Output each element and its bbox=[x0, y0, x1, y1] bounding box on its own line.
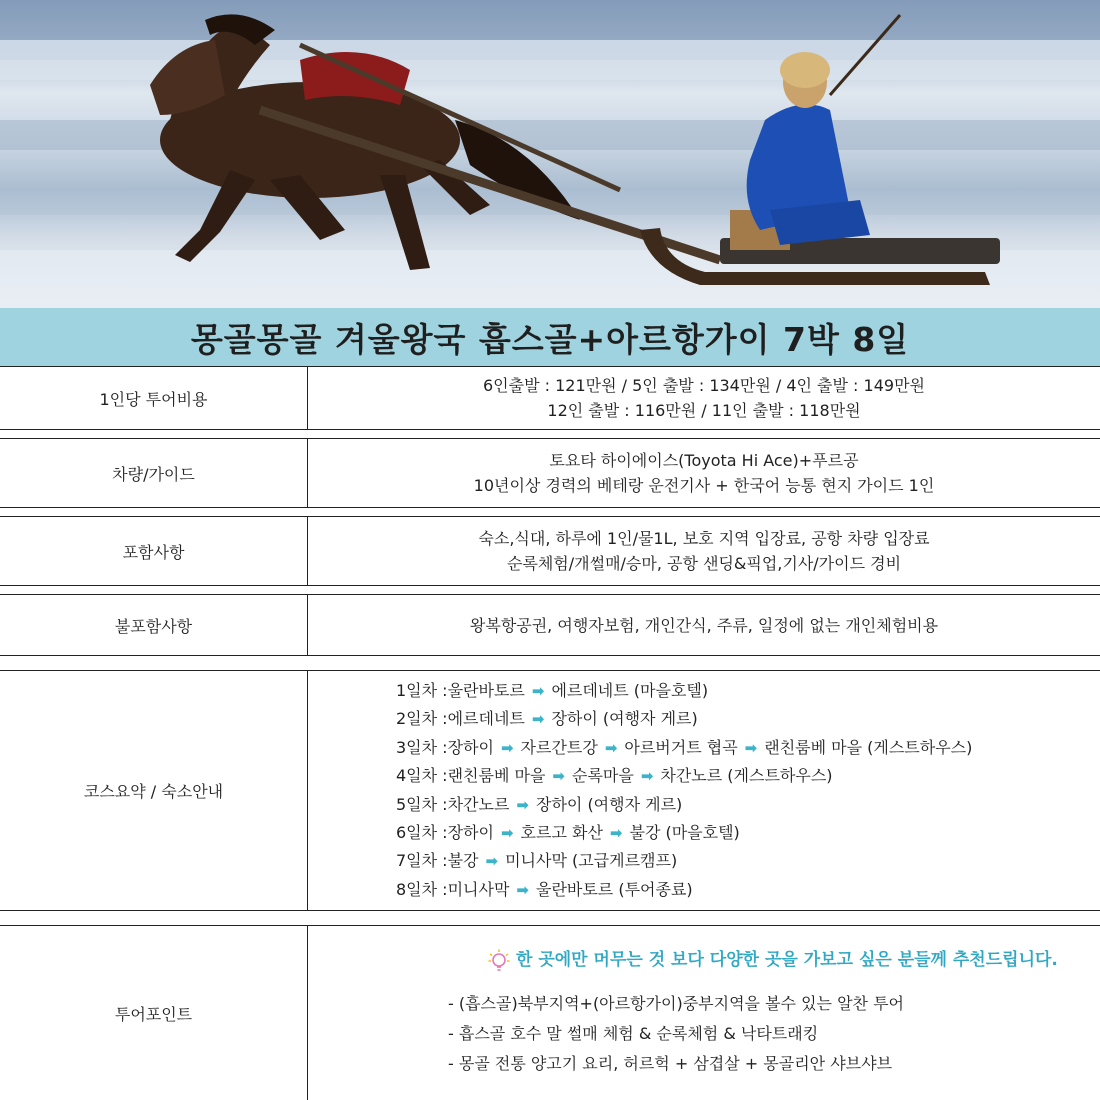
recommendation-tip bbox=[488, 948, 1058, 973]
course-stop: 차간노르 bbox=[447, 794, 510, 814]
row-value bbox=[308, 926, 1100, 1100]
course-stop: 울란바토르 bbox=[447, 680, 525, 700]
course-day-label: 3일차 : bbox=[396, 737, 448, 757]
course-day-item bbox=[396, 847, 677, 875]
course-day-label: 2일차 : bbox=[396, 709, 448, 729]
arrow-right-icon: ➡ bbox=[531, 681, 545, 700]
course-day-label: 6일차 : bbox=[396, 822, 448, 842]
course-stop: 자르간트강 bbox=[520, 737, 598, 757]
tour-point-item: - (흡스골)북부지역+(아르항가이)중부지역을 볼수 있는 알찬 투어 bbox=[448, 994, 904, 1013]
row-label: 투어포인트 bbox=[0, 926, 308, 1100]
course-list bbox=[308, 671, 1100, 910]
excluded-line-1: 왕복항공권, 여행자보험, 개인간식, 주류, 일정에 없는 개인체험비용 bbox=[469, 615, 939, 635]
included-line-2: 순록체험/개썰매/승마, 공항 샌딩&픽업,기사/가이드 경비 bbox=[506, 554, 902, 573]
title-banner bbox=[0, 308, 1100, 366]
row-label: 차량/가이드 bbox=[0, 439, 308, 507]
course-stop: 장하이 (여행자 게르) bbox=[535, 794, 683, 814]
arrow-right-icon: ➡ bbox=[516, 880, 529, 899]
row-value bbox=[308, 595, 1100, 655]
course-stop: 에르데네트 bbox=[447, 709, 525, 729]
hero-photo bbox=[0, 0, 1100, 308]
tour-point-item: - 흡스골 호수 말 썰매 체험 & 순록체험 & 낙타트래킹 bbox=[448, 1024, 819, 1043]
row-value bbox=[308, 439, 1100, 507]
row-value bbox=[308, 367, 1100, 429]
course-day-label: 8일차 : bbox=[396, 879, 448, 899]
arrow-right-icon: ➡ bbox=[485, 852, 499, 871]
course-stop: 불강 (마을호텔) bbox=[629, 822, 740, 842]
course-stop: 에르데네트 (마을호텔) bbox=[551, 680, 709, 700]
included-line-1: 숙소,식대, 하루에 1인/물1L, 보호 지역 입장료, 공항 차량 입장료 bbox=[478, 529, 930, 548]
course-stop: 장하이 bbox=[447, 822, 494, 842]
arrow-right-icon: ➡ bbox=[609, 823, 623, 842]
arrow-right-icon: ➡ bbox=[552, 767, 565, 786]
vehicle-line-1: 토요타 하이에이스(Toyota Hi Ace)+푸르공 bbox=[549, 451, 859, 470]
course-stop: 장하이 bbox=[447, 737, 494, 757]
lightbulb-icon bbox=[488, 949, 510, 973]
row-course-summary bbox=[0, 670, 1100, 911]
course-day-label: 5일차 : bbox=[396, 794, 448, 814]
course-stop: 미니사막 bbox=[447, 879, 510, 899]
course-day-item bbox=[396, 705, 698, 733]
row-value bbox=[308, 517, 1100, 585]
course-stop: 장하이 (여행자 게르) bbox=[551, 709, 698, 729]
course-stop: 순록마을 bbox=[571, 766, 634, 786]
course-day-item bbox=[396, 734, 972, 762]
arrow-right-icon: ➡ bbox=[604, 738, 618, 757]
course-day-label: 7일차 : bbox=[396, 851, 448, 871]
course-stop: 불강 bbox=[447, 851, 479, 871]
vehicle-line-2: 10년이상 경력의 베테랑 운전기사 + 한국어 능통 현지 가이드 1인 bbox=[473, 476, 935, 495]
course-stop: 미니사막 (고급게르캠프) bbox=[505, 851, 678, 871]
arrow-right-icon: ➡ bbox=[531, 710, 545, 729]
course-day-item bbox=[396, 762, 833, 790]
row-tour-cost bbox=[0, 366, 1100, 430]
course-day-label: 4일차 : bbox=[396, 766, 448, 786]
cost-line-2: 12인 출발 : 116만원 / 11인 출발 : 118만원 bbox=[547, 401, 861, 420]
course-day-item bbox=[396, 677, 708, 705]
course-day-item bbox=[396, 791, 682, 819]
page-title: 몽골몽골 겨울왕국 흡스골+아르항가이 7박 8일 bbox=[190, 319, 910, 359]
tour-point-item: - 몽골 전통 양고기 요리, 허르헉 + 삼겹살 + 몽골리안 샤브샤브 bbox=[448, 1054, 893, 1073]
row-label: 포함사항 bbox=[0, 517, 308, 585]
arrow-right-icon: ➡ bbox=[500, 738, 514, 757]
row-included bbox=[0, 516, 1100, 586]
course-stop: 랜친룸베 마을 (게스트하우스) bbox=[764, 737, 973, 757]
cost-line-1: 6인출발 : 121만원 / 5인 출발 : 134만원 / 4인 출발 : 149만원 bbox=[483, 376, 925, 395]
arrow-right-icon: ➡ bbox=[516, 795, 529, 814]
arrow-right-icon: ➡ bbox=[640, 767, 654, 786]
row-tour-points bbox=[0, 925, 1100, 1100]
course-day-label: 1일차 : bbox=[396, 680, 448, 700]
horse-sled-illustration bbox=[0, 0, 1100, 308]
course-stop: 랜친룸베 마을 bbox=[447, 766, 546, 786]
arrow-right-icon: ➡ bbox=[744, 738, 758, 757]
course-day-item bbox=[396, 876, 693, 904]
row-label: 코스요약 / 숙소안내 bbox=[0, 671, 308, 910]
arrow-right-icon: ➡ bbox=[500, 823, 514, 842]
tip-text: 한 곳에만 머무는 것 보다 다양한 곳을 가보고 싶은 분들께 추천드립니다. bbox=[516, 950, 1058, 970]
course-day-item bbox=[396, 819, 740, 847]
course-stop: 호르고 화산 bbox=[520, 822, 603, 842]
course-stop: 차간노르 (게스트하우스) bbox=[660, 766, 833, 786]
row-label: 1인당 투어비용 bbox=[0, 367, 308, 429]
row-label: 불포함사항 bbox=[0, 595, 308, 655]
course-stop: 아르버거트 협곡 bbox=[624, 737, 738, 757]
row-vehicle-guide bbox=[0, 438, 1100, 508]
course-stop: 울란바토르 (투어종료) bbox=[535, 879, 693, 899]
row-excluded bbox=[0, 594, 1100, 656]
